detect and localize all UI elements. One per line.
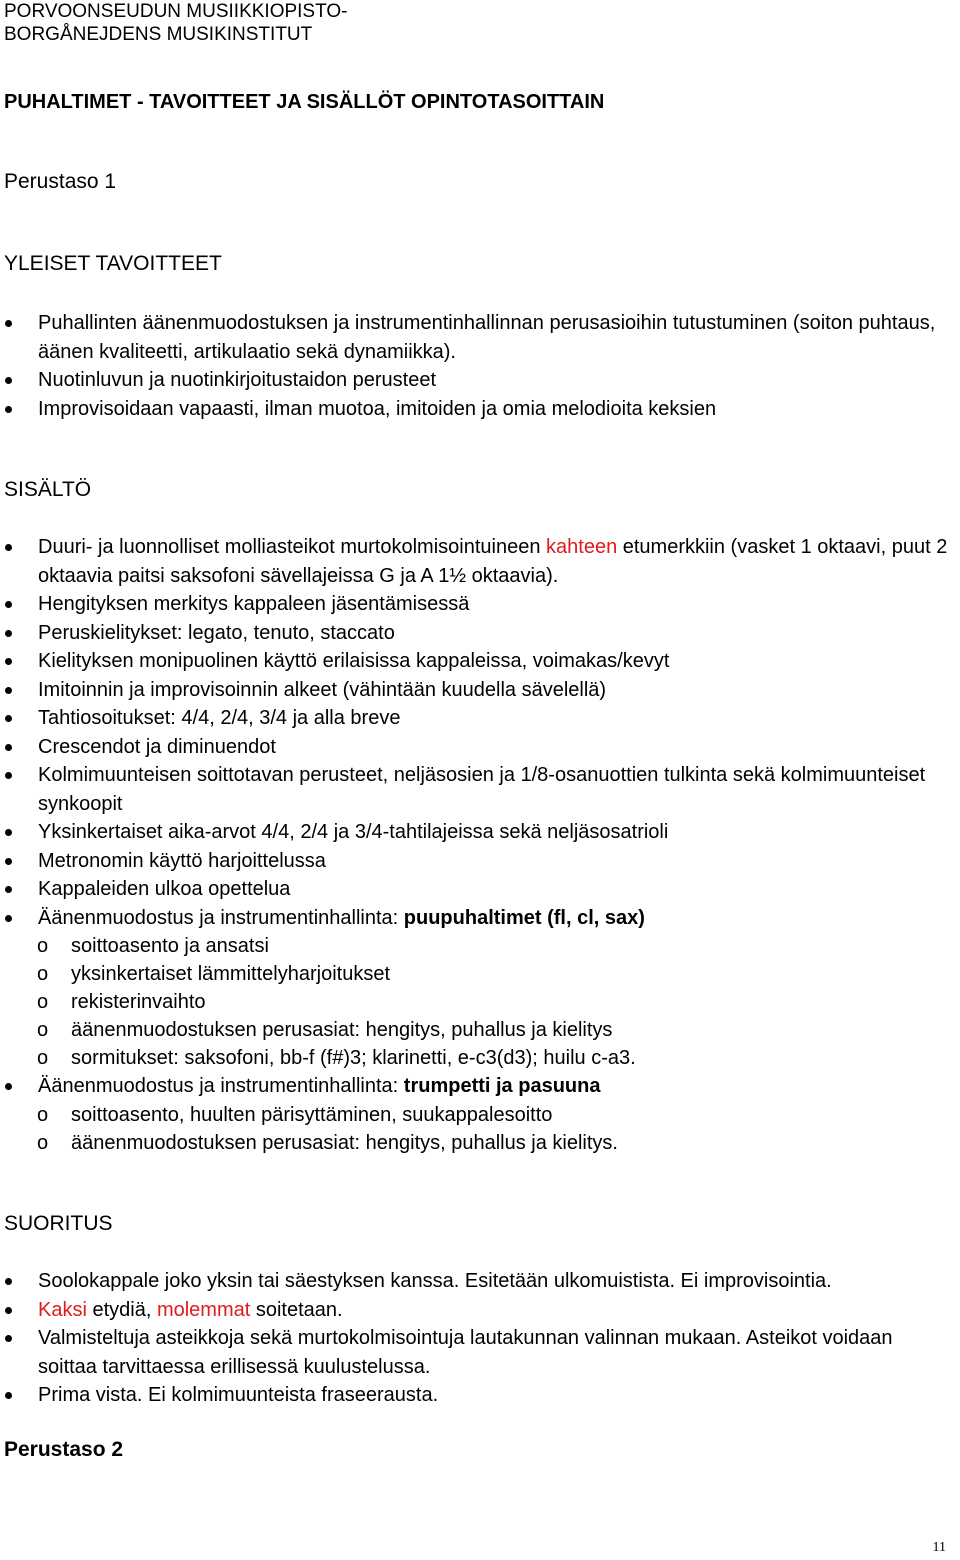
list-item: Kielityksen monipuolinen käyttö erilaisissa kappaleissa, voimakas/kevyt [0,647,950,676]
list-item: Prima vista. Ei kolmimuunteista fraseerausta. [0,1381,900,1410]
list-item [0,1296,900,1325]
page-number: 11 [932,1540,946,1555]
item-text: Duuri- ja luonnolliset molliasteikot murtokolmisointuineen [38,536,547,558]
header-line-2: BORGÅNEJDENS MUSIKINSTITUT [4,24,313,45]
item-text: etumerkkiin (vasket 1 oktaavi, puut 2 oktaavia paitsi saksofoni sävellajeissa G ja A 1½ oktaavia). [38,536,948,587]
list-item: Crescendot ja diminuendot [0,733,950,762]
list-item: Tahtiosoitukset: 4/4, 2/4, 3/4 ja alla breve [0,704,950,733]
document-title: PUHALTIMET - TAVOITTEET JA SISÄLLÖT OPINTOTASOITTAIN [4,91,605,113]
goals-list [0,309,950,423]
sublist-item: o äänenmuodostuksen perusasiat: hengitys, puhallus ja kielitys. [0,1129,950,1157]
item-text: Äänenmuodostus ja instrumentinhallinta: [38,906,404,929]
list-item: Puhallinten äänenmuodostuksen ja instrumentinhallinnan perusasioihin tutustuminen (soiton puhtaus, äänen kvaliteetti, artikulaatio sekä dynamiikka). [0,309,950,366]
list-item [0,904,950,1073]
list-item: Kolmimuunteisen soittotavan perusteet, neljäsosien ja 1/8-osanuottien tulkinta sekä kolmimuunteiset synkoopit [0,761,950,818]
sublist-item: o soittoasento, huulten pärisyttäminen, suukappalesoitto [0,1101,950,1129]
highlight-text: Kaksi [38,1298,87,1321]
item-text: etydiä, [86,1298,157,1321]
brass-label: trumpetti ja pasuuna [403,1075,601,1097]
institution-header [4,0,347,46]
list-item [0,533,950,590]
level-2-heading: Perustaso 2 [4,1438,124,1461]
list-item: Yksinkertaiset aika-arvot 4/4, 2/4 ja 3/4-tahtilajeissa sekä neljäsosatrioli [0,818,950,847]
woodwind-label: puupuhaltimet (fl, cl, sax) [403,906,645,929]
sublist-item: o rekisterinvaihto [0,988,950,1016]
content-heading: SISÄLTÖ [4,478,92,501]
list-item: Soolokappale joko yksin tai säestyksen kanssa. Esitetään ulkomuistista. Ei improvisointia. [0,1267,900,1296]
list-item: Peruskielitykset: legato, tenuto, staccato [0,619,950,648]
level-1-heading: Perustaso 1 [4,170,117,193]
list-item: Improvisoidaan vapaasti, ilman muotoa, imitoiden ja omia melodioita keksien [0,395,950,424]
list-item: Imitoinnin ja improvisoinnin alkeet (vähintään kuudella sävelellä) [0,676,950,705]
item-text: soitetaan. [250,1298,343,1321]
list-item: Kappaleiden ulkoa opettelua [0,875,950,904]
list-item [0,1072,950,1157]
highlight-text: molemmat [156,1298,251,1321]
sublist-item: o äänenmuodostuksen perusasiat: hengitys, puhallus ja kielitys [0,1016,950,1044]
sublist-item: o sormitukset: saksofoni, bb-f (f#)3; klarinetti, e-c3(d3); huilu c-a3. [0,1044,950,1072]
woodwind-sublist [38,932,950,1072]
list-item: Nuotinluvun ja nuotinkirjoitustaidon perusteet [0,366,950,395]
brass-sublist [38,1101,950,1157]
sublist-item: o yksinkertaiset lämmittelyharjoitukset [0,960,950,988]
list-item: Hengityksen merkitys kappaleen jäsentämisessä [0,590,950,619]
performance-heading: SUORITUS [4,1212,113,1235]
item-text: Äänenmuodostus ja instrumentinhallinta: [38,1075,404,1097]
list-item: Valmisteltuja asteikkoja sekä murtokolmisointuja lautakunnan valinnan mukaan. Asteikot voidaan soittaa tarvittaessa erillisessä kuulustelussa. [0,1324,900,1381]
sublist-item: o soittoasento ja ansatsi [0,932,950,960]
list-item: Metronomin käyttö harjoittelussa [0,847,950,876]
performance-list [0,1267,900,1410]
goals-heading: YLEISET TAVOITTEET [4,252,222,275]
highlight-text: kahteen [546,536,618,558]
content-list [0,533,950,1157]
header-line-1: PORVOONSEUDUN MUSIIKKIOPISTO- [4,1,348,22]
